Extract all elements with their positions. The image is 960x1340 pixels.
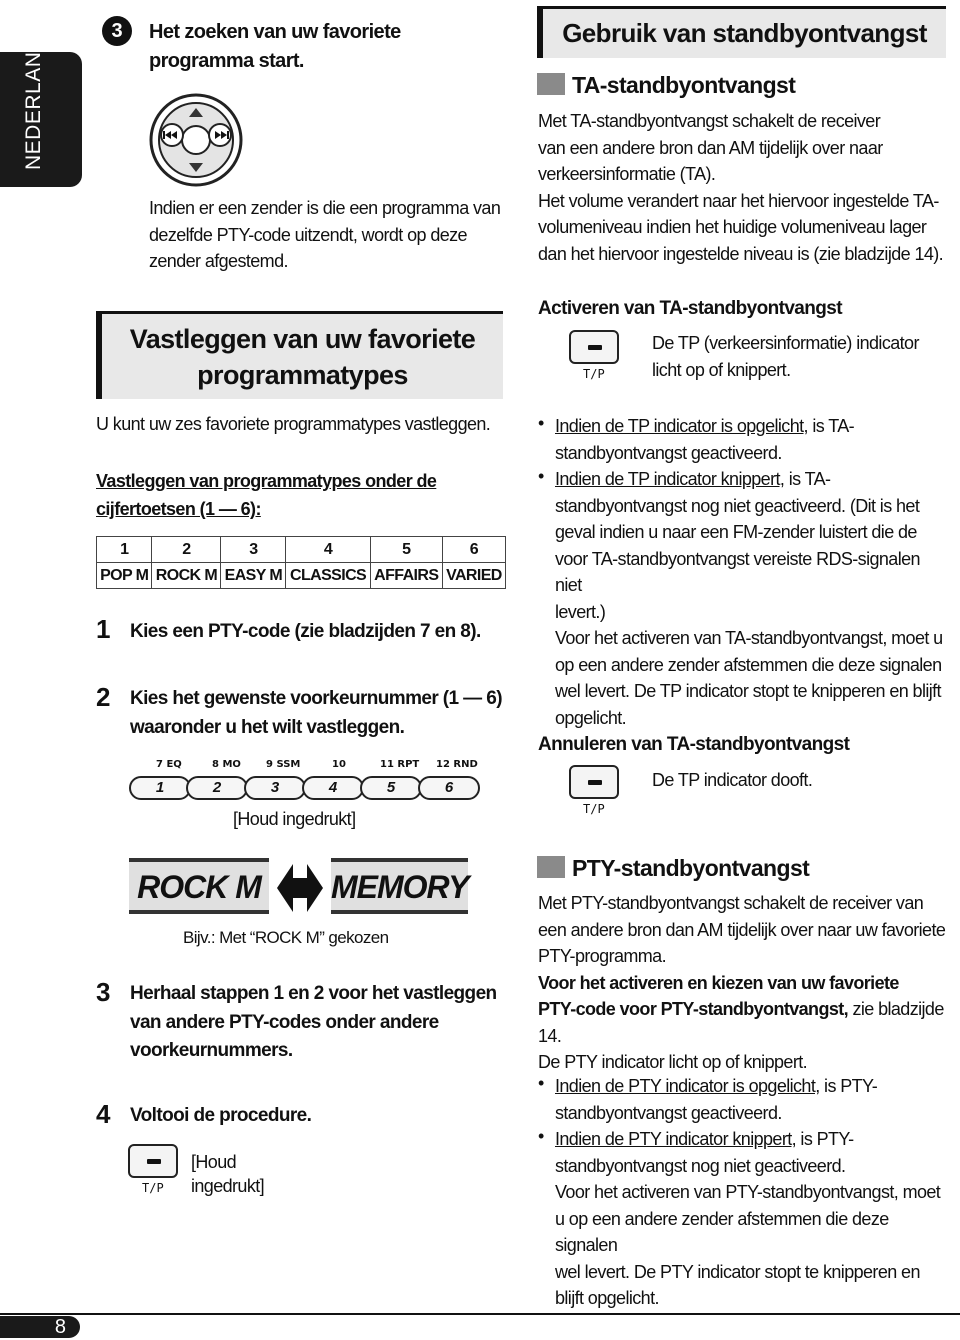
display-caption: Bijv.: Met “ROCK M” gekozen: [183, 928, 389, 947]
pty-bullet2-line: Voor het activeren van PTY-standbyontvangst, moet: [555, 1182, 941, 1202]
pty-para-line: Met PTY-standbyontvangst schakelt de receiver van: [538, 893, 924, 913]
step-number-3: 3: [96, 977, 111, 1007]
ta-bullet2-condition: Indien de TP indicator knippert,: [555, 469, 785, 489]
pty-bullet1-condition: Indien de PTY indicator is opgelicht,: [555, 1076, 820, 1096]
pty-table-cell: 5: [370, 537, 442, 563]
pty-page-ref: 14.: [538, 1025, 562, 1046]
tp-button-label: T/P: [142, 1181, 164, 1195]
tp-button-label: T/P: [583, 367, 605, 381]
ta-bullet1: [555, 413, 950, 466]
ta-bullet2-line: opgelicht.: [555, 707, 627, 728]
ta-bullet2-rest: is TA-: [784, 469, 831, 489]
ta-activate-desc-line: licht op of knippert.: [652, 359, 791, 380]
pty-bold-line2: [538, 996, 948, 1023]
button-function-label: 9 SSM: [266, 759, 301, 770]
pty-bullet1-line1: [555, 1073, 950, 1100]
ta-bullet2-line: geval indien u naar een FM-zender luistert die de: [555, 522, 917, 542]
preset-button-6[interactable]: 6: [418, 776, 480, 800]
tp-button[interactable]: [569, 330, 619, 364]
pty-preset-table: [96, 536, 506, 589]
bullet-icon: •: [538, 1126, 545, 1146]
step1-text: Kies een PTY-code (zie bladzijden 7 en 8).: [130, 621, 481, 642]
ta-paragraph: [538, 108, 943, 267]
ta-bullet1-line1: [555, 413, 950, 440]
button-function-label: 7 EQ: [156, 759, 182, 770]
step2-line1: Kies het gewenste voorkeurnummer (1 — 6): [130, 688, 502, 709]
step3-desc-line1: Indien er een zender is die een programma van: [149, 198, 501, 218]
double-arrow-icon: [275, 858, 325, 918]
pty-table-number-row: [97, 537, 506, 563]
final-hold-label: [191, 1150, 264, 1198]
step4-text: Voltooi de procedure.: [130, 1105, 312, 1126]
ta-cancel-desc: De TP indicator dooft.: [652, 770, 813, 790]
page-number: 8: [0, 1316, 80, 1338]
ta-bullet2-line1: [555, 466, 950, 493]
step3-title-line1: Het zoeken van uw favoriete: [149, 21, 401, 43]
pty-bold-text: PTY-code voor PTY-standbyontvangst,: [538, 999, 849, 1019]
ta-bullet2-line: op een andere zender afstemmen die deze signalen: [555, 654, 942, 675]
section-heading-box: [96, 311, 503, 399]
ta-bullet2-line: standbyontvangst nog niet geactiveerd. (Dit is het: [555, 495, 920, 516]
ta-bullet1-rest: is TA-: [807, 416, 855, 436]
ta-activate-desc: [652, 330, 919, 383]
button-function-label: 8 MO: [212, 759, 241, 770]
button-function-label: 12 RND: [436, 759, 478, 770]
display-left: ROCK M: [129, 858, 269, 914]
ta-para1-line: verkeersinformatie (TA).: [538, 164, 716, 184]
step2-text: [130, 685, 502, 742]
ta-bullet1-condition: Indien de TP indicator is opgelicht,: [555, 416, 808, 436]
language-tab: [0, 21, 82, 187]
pty-bullet2-line: wel levert. De PTY indicator stopt te knipperen en: [555, 1261, 920, 1282]
section-square-icon: [537, 73, 565, 95]
language-tab-label: NEDERLANDS: [22, 21, 45, 170]
ta-bullet2: [555, 466, 950, 731]
ta-para2-line: volumeniveau indien het huidige volumeniveau lager: [538, 217, 927, 237]
button-function-label: 10: [332, 759, 346, 770]
step3-line1: Herhaal stappen 1 en 2 voor het vastleggen: [130, 983, 497, 1004]
right-heading-box: [537, 6, 946, 58]
preset-button-3[interactable]: 3: [244, 776, 306, 800]
final-hold-line1: [Houd: [191, 1152, 237, 1172]
pty-bullet2: [555, 1126, 950, 1312]
step-number-1: 1: [96, 614, 111, 644]
section-heading: [102, 314, 503, 393]
tp-button-label: T/P: [583, 802, 605, 816]
pty-para-line: een andere bron dan AM tijdelijk over naar uw favoriete: [538, 919, 946, 940]
pty-bullet2-line: standbyontvangst nog niet geactiveerd.: [555, 1155, 846, 1176]
step3-line2: van andere PTY-codes onder andere: [130, 1011, 439, 1033]
step-number-2: 2: [96, 682, 111, 712]
pty-table-cell: ROCK M: [152, 563, 221, 589]
button-function-label: 11 RPT: [380, 759, 420, 770]
ta-cancel-title: Annuleren van TA-standbyontvangst: [538, 734, 850, 755]
step3-title: [149, 18, 401, 75]
seek-control-pad-icon: [148, 92, 244, 188]
pty-table-cell: CLASSICS: [286, 563, 370, 589]
pty-table-cell: 2: [152, 537, 221, 563]
preset-button-5[interactable]: 5: [360, 776, 422, 800]
pty-bullet2-line: blijft opgelicht.: [555, 1288, 659, 1308]
section-square-icon: [537, 856, 565, 878]
ta-bullet2-line: voor TA-standbyontvangst vereiste RDS-signalen niet: [555, 548, 920, 595]
pty-table-cell: 3: [221, 537, 286, 563]
sub-heading-line2: cijfertoetsen (1 — 6):: [96, 499, 261, 519]
pty-table-cell: AFFAIRS: [370, 563, 442, 589]
pty-bullet2-condition: Indien de PTY indicator knippert,: [555, 1129, 797, 1149]
ta-para1-line: van een andere bron dan AM tijdelijk over naar: [538, 137, 883, 158]
pty-table-cell: VARIED: [442, 563, 505, 589]
preset-button-4[interactable]: 4: [302, 776, 364, 800]
pty-table-cell: 6: [442, 537, 505, 563]
pty-table-cell: 4: [286, 537, 370, 563]
pty-bullet2-line1: [555, 1126, 950, 1153]
step3-desc-line2: dezelfde PTY-code uitzendt, wordt op deze: [149, 224, 467, 245]
step3-instruction: [130, 980, 497, 1066]
step3-title-line2: programma start.: [149, 49, 304, 72]
pty-table-type-row: [97, 563, 506, 589]
ta-bullet2-line: levert.): [555, 601, 606, 622]
pty-table-cell: EASY M: [221, 563, 286, 589]
step-number-4: 4: [96, 1099, 111, 1129]
bullet-icon: •: [538, 466, 545, 486]
hold-label: [Houd ingedrukt]: [233, 809, 356, 829]
ta-bullet2-line: wel levert. De TP indicator stopt te knipperen en blijft: [555, 681, 941, 701]
section-heading-line1: Vastleggen van uw favoriete: [129, 324, 476, 354]
ta-activate-title: Activeren van TA-standbyontvangst: [538, 298, 842, 319]
pty-bullet2-line: u op een andere zender afstemmen die deze signalen: [555, 1208, 889, 1255]
right-heading: Gebruik van standbyontvangst: [562, 18, 927, 48]
sub-heading-line1: Vastleggen van programmatypes onder de: [96, 471, 437, 491]
pty-table-cell: 1: [97, 537, 152, 563]
section-heading-line2: programmatypes: [197, 360, 408, 390]
ta-para1-line: Met TA-standbyontvangst schakelt de receiver: [538, 111, 881, 131]
pty-bullet1-line2: standbyontvangst geactiveerd.: [555, 1102, 782, 1123]
ta-para2-line: Het volume verandert naar het hiervoor ingestelde TA-: [538, 190, 939, 211]
ta-para2-line: dan het hiervoor ingestelde niveau is (zie bladzijde 14).: [538, 243, 944, 264]
step3-desc-line3: zender afgestemd.: [149, 251, 288, 271]
step-marker-3: 3: [102, 16, 132, 46]
pty-indicator-line: De PTY indicator licht op of knippert.: [538, 1052, 808, 1072]
pty-bold-line: Voor het activeren en kiezen van uw favoriete: [538, 972, 899, 993]
bullet-icon: •: [538, 413, 545, 433]
pty-paragraph: [538, 890, 948, 1076]
pty-table-cell: POP M: [100, 566, 149, 584]
ta-bullet1-line2: standbyontvangst geactiveerd.: [555, 442, 782, 463]
step3-line3: voorkeurnummers.: [130, 1040, 293, 1061]
step2-line2: waaronder u het wilt vastleggen.: [130, 716, 405, 738]
tp-button[interactable]: [569, 765, 619, 799]
ta-activate-desc-line: De TP (verkeersinformatie) indicator: [652, 333, 919, 353]
display-right: MEMORY: [331, 858, 468, 914]
preset-button-2[interactable]: 2: [186, 776, 248, 800]
pty-bullet1-rest: is PTY-: [819, 1076, 878, 1096]
ta-bullet2-line: Voor het activeren van TA-standbyontvangst, moet u: [555, 628, 943, 648]
pty-bullet2-rest: is PTY-: [796, 1129, 854, 1149]
sub-heading: [96, 467, 436, 523]
ta-title: TA-standbyontvangst: [572, 72, 796, 98]
pty-title: PTY-standbyontvangst: [572, 855, 810, 881]
pty-page-ref-text: zie bladzijde: [848, 999, 944, 1019]
footer-rule: [0, 1313, 960, 1315]
intro-text: U kunt uw zes favoriete programmatypes vastleggen.: [96, 414, 491, 434]
bullet-icon: •: [538, 1073, 545, 1093]
pty-bullet1: [555, 1073, 950, 1126]
pty-para-line: PTY-programma.: [538, 946, 666, 966]
final-hold-line2: ingedrukt]: [191, 1176, 265, 1196]
preset-button-1[interactable]: 1: [129, 776, 191, 800]
step3-description: [149, 195, 500, 275]
tp-button[interactable]: [128, 1144, 178, 1178]
